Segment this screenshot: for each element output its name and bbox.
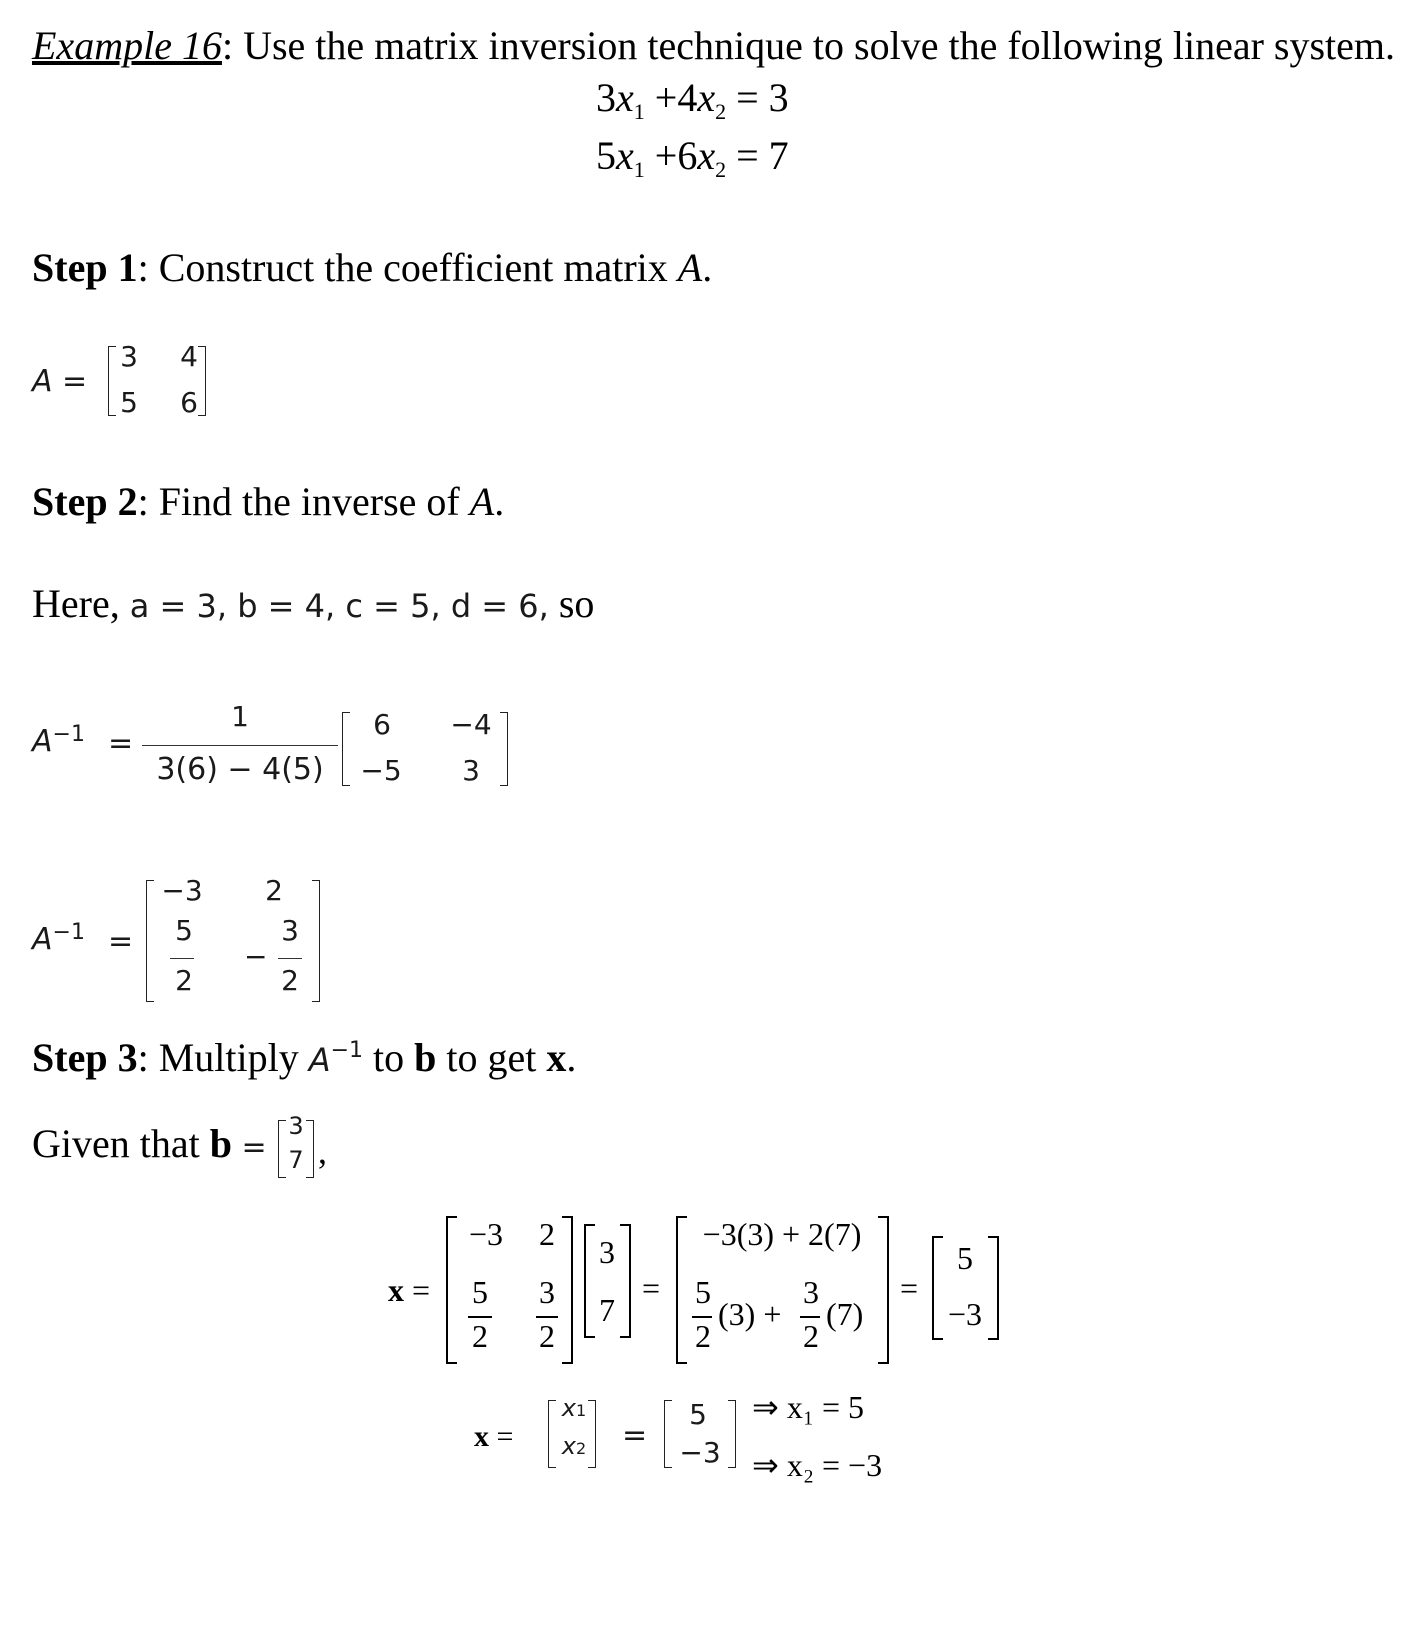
step2-label: Step 2 <box>32 479 138 524</box>
step2-end: . <box>494 479 505 524</box>
step2-here-line <box>32 580 594 627</box>
product-result-right-bracket <box>878 1216 889 1364</box>
inverse2-cell-den: 2 <box>175 964 193 997</box>
final-x2: x <box>561 1432 576 1460</box>
final-xvec-cell <box>554 1432 594 1460</box>
product-final-cell: 5 <box>957 1240 973 1276</box>
matrix-a-left-bracket <box>108 346 116 416</box>
eq2-op: + <box>644 133 678 178</box>
final-x2-sub: 2 <box>576 1439 587 1458</box>
fraction-denominator: 3(6) − 4(5) <box>156 752 324 787</box>
product-result-num: 3 <box>803 1274 819 1310</box>
step3-b: b <box>414 1035 437 1080</box>
step2-heading <box>32 478 504 525</box>
eq2-coef2: 6 <box>677 133 698 178</box>
eq2-var1: x <box>616 133 634 178</box>
example-text: : Use the matrix inversion technique to solve the following linear system. <box>221 23 1396 68</box>
final-x1: x <box>561 1394 576 1422</box>
step1-heading <box>32 244 712 291</box>
eq1-coef2: 4 <box>677 75 698 120</box>
product-matrix-den: 2 <box>472 1318 488 1354</box>
inverse2-right-bracket <box>312 880 320 1002</box>
step1-end: . <box>702 245 713 290</box>
step2-text: : Find the inverse of <box>137 479 470 524</box>
inverse2-frac-bar <box>170 958 194 959</box>
equation-1 <box>596 74 789 125</box>
fraction-numerator: 1 <box>231 700 249 733</box>
given-eq: = <box>231 1130 267 1165</box>
step2-var: A <box>469 479 495 524</box>
inverse2-lhs-var: A <box>32 922 53 957</box>
inverse2-cell-num: 3 <box>281 914 299 947</box>
given-line <box>32 1120 267 1167</box>
product-bvec-cell: 3 <box>599 1234 615 1270</box>
product-bvec-cell: 7 <box>599 1292 615 1328</box>
here-suffix: so <box>548 581 595 626</box>
eq1-coef1: 3 <box>596 75 616 120</box>
step3-text-pre: : Multiply <box>137 1035 309 1080</box>
eq1-var2: x <box>697 75 716 120</box>
product-result-den: 2 <box>695 1318 711 1354</box>
eq2-coef1: 5 <box>596 133 616 178</box>
product-result-row1: −3(3) + 2(7) <box>702 1216 862 1252</box>
step3-label: Step 3 <box>32 1035 138 1080</box>
here-prefix: Here, <box>32 581 130 626</box>
matrix-a-cell: 6 <box>180 386 198 419</box>
final-eq: = <box>622 1418 648 1453</box>
product-matrix-num: 3 <box>539 1274 555 1310</box>
product-lhs: x = <box>388 1272 431 1308</box>
product-final-cell: −3 <box>947 1296 983 1332</box>
b-vector-cell: 3 <box>288 1112 304 1140</box>
example-label: Example 16 <box>32 23 222 68</box>
inverse2-equals: = <box>108 924 134 959</box>
adj-cell: −4 <box>450 708 492 741</box>
inverse2-cell: 2 <box>265 874 283 907</box>
matrix-a-cell: 5 <box>120 386 138 419</box>
adj-cell: −5 <box>360 754 402 787</box>
final-x1-sub: 1 <box>576 1401 587 1420</box>
product-result-end: (7) <box>826 1296 864 1332</box>
final-xvec-cell <box>554 1394 594 1422</box>
product-matrix-num: 5 <box>472 1274 488 1310</box>
product-eq2: = <box>900 1270 919 1306</box>
inverse2-cell-sign: − <box>244 940 268 973</box>
given-b: b <box>209 1121 232 1166</box>
b-vector-cell: 7 <box>288 1146 304 1174</box>
step1-text: : Construct the coefficient matrix <box>137 245 678 290</box>
inverse2-lhs <box>32 920 85 957</box>
step3-x: x <box>546 1035 567 1080</box>
eq2-var2: x <box>697 133 716 178</box>
final-vals-cell: −3 <box>679 1436 721 1469</box>
adj-cell: 6 <box>373 708 391 741</box>
final-answer-2: ⇒ x₂ = −3 <box>752 1447 883 1483</box>
inverse2-cell: −3 <box>161 874 203 907</box>
inverse-lhs-sup: −1 <box>52 722 85 747</box>
here-assignments: a = 3, b = 4, c = 5, d = 6, <box>129 587 549 625</box>
product-result-num: 5 <box>695 1274 711 1310</box>
matrix-a-cell: 4 <box>180 340 198 373</box>
product-result-mid: (3) + <box>718 1296 782 1332</box>
given-prefix: Given that <box>32 1121 210 1166</box>
eq1-rhs: = 3 <box>726 75 789 120</box>
step3-heading <box>32 1034 576 1081</box>
inverse2-left-bracket <box>146 880 154 1002</box>
inverse-equals: = <box>108 726 134 761</box>
eq1-var1: x <box>616 75 634 120</box>
inverse2-cell-den: 2 <box>281 964 299 997</box>
eq2-sub2: 2 <box>715 157 727 182</box>
eq1-sub1: 1 <box>633 99 645 124</box>
eq2-rhs: = 7 <box>726 133 789 178</box>
product-matrix-den: 2 <box>539 1318 555 1354</box>
inverse-lhs-var: A <box>32 724 53 759</box>
example-heading <box>32 22 1395 69</box>
product-result-den: 2 <box>803 1318 819 1354</box>
step3-sup: −1 <box>330 1038 364 1063</box>
step3-end: . <box>566 1035 577 1080</box>
product-matrix-cell: 2 <box>539 1216 555 1252</box>
matrix-a-lhs: A = <box>32 364 88 399</box>
given-suffix: , <box>318 1131 327 1171</box>
final-answer-1: ⇒ x₁ = 5 <box>752 1389 865 1425</box>
inverse-lhs <box>32 722 85 759</box>
matrix-a-cell: 3 <box>120 340 138 373</box>
fraction-bar <box>142 745 338 746</box>
eq2-sub1: 1 <box>633 157 645 182</box>
inverse2-frac-bar <box>278 958 302 959</box>
step3-text-mid: to <box>363 1035 415 1080</box>
step1-label: Step 1 <box>32 245 138 290</box>
inverse2-cell-num: 5 <box>175 914 193 947</box>
step1-var: A <box>677 245 703 290</box>
inverse2-lhs-sup: −1 <box>52 920 85 945</box>
adj-left-bracket <box>342 712 350 786</box>
equation-2 <box>596 132 789 183</box>
adj-cell: 3 <box>462 754 480 787</box>
eq1-sub2: 2 <box>715 99 727 124</box>
step3-var: A <box>308 1041 331 1079</box>
eq1-op: + <box>644 75 678 120</box>
step3-text-mid2: to get <box>436 1035 547 1080</box>
final-vals-cell: 5 <box>689 1398 707 1431</box>
final-lhs: x = <box>474 1420 514 1453</box>
product-eq1: = <box>642 1270 661 1306</box>
product-matrix-cell: −3 <box>468 1216 504 1252</box>
